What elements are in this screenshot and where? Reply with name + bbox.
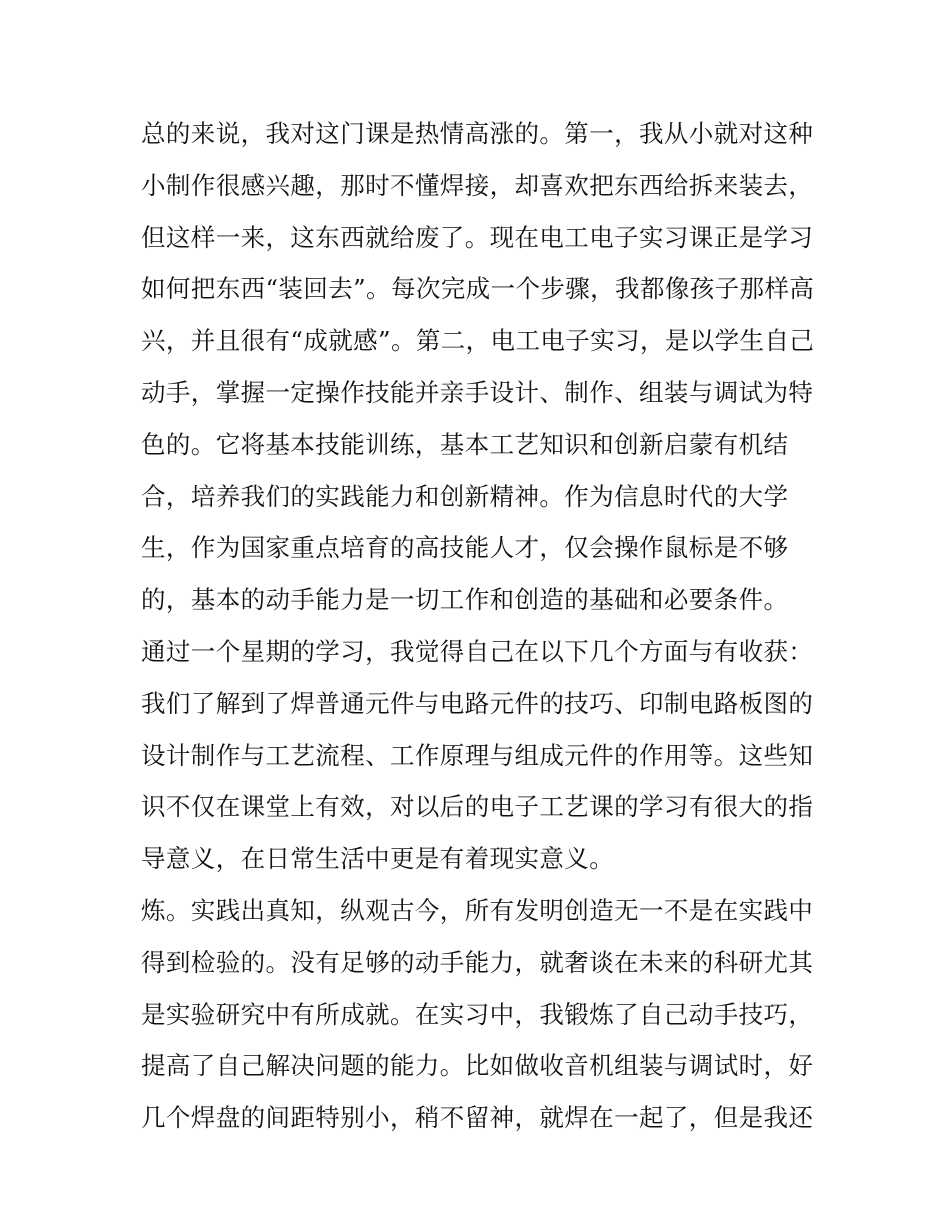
text-line: 但这样一来，这东西就给废了。现在电工电子实习课正是学习 [141,222,814,252]
text-line: 是实验研究中有所成就。在实习中，我锻炼了自己动手技巧， [141,999,814,1029]
text-line: 导意义，在日常生活中更是有着现实意义。 [141,844,615,874]
text-line: 设计制作与工艺流程、工作原理与组成元件的作用等。这些知 [141,740,814,770]
text-line: 总的来说，我对这门课是热情高涨的。第一，我从小就对这种 [141,119,814,148]
text-line: 小制作很感兴趣，那时不懂焊接，却喜欢把东西给拆来装去， [141,170,814,200]
text-line: 炼。实践出真知，纵观古今，所有发明创造无一不是在实践中 [141,895,814,925]
text-line: 得到检验的。没有足够的动手能力，就奢谈在未来的科研尤其 [141,947,814,977]
text-line: 如何把东西“装回去”。每次完成一个步骤，我都像孩子那样高 [141,274,815,304]
text-line: 生，作为国家重点培育的高技能人才，仅会操作鼠标是不够 [141,533,789,563]
text-line: 的，基本的动手能力是一切工作和创造的基础和必要条件。 [141,585,789,615]
text-line: 合，培养我们的实践能力和创新精神。作为信息时代的大学 [141,481,789,511]
body-text [141,108,821,1144]
text-line: 兴，并且很有“成就感”。第二，电工电子实习，是以学生自己 [141,326,815,356]
text-line: 我们了解到了焊普通元件与电路元件的技巧、印制电路板图的 [141,688,814,718]
text-line: 识不仅在课堂上有效，对以后的电子工艺课的学习有很大的指 [141,792,814,822]
text-line: 色的。它将基本技能训练，基本工艺知识和创新启蒙有机结 [141,429,789,459]
text-line: 动手，掌握一定操作技能并亲手设计、制作、组装与调试为特 [141,377,814,407]
text-line: 提高了自己解决问题的能力。比如做收音机组装与调试时，好 [141,1051,814,1081]
text-line: 通过一个星期的学习，我觉得自己在以下几个方面与有收获： [141,636,814,666]
text-line: 几个焊盘的间距特别小，稍不留神，就焊在一起了，但是我还 [141,1103,814,1133]
